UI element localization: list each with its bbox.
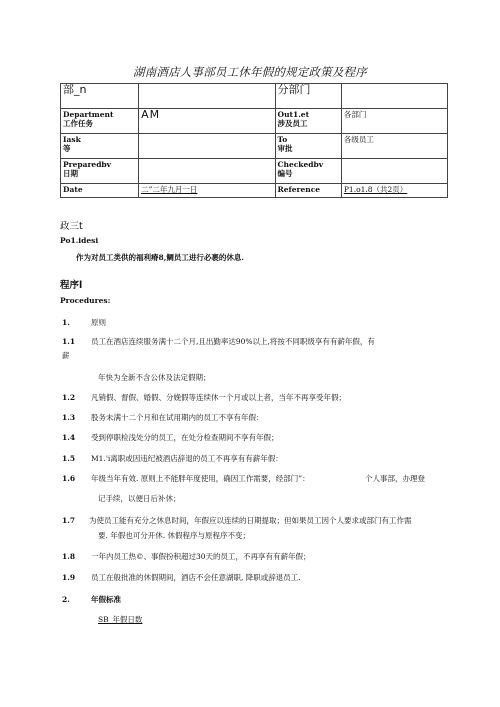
prepared-label-cn: 日期 — [63, 169, 78, 178]
policy-heading-en: Po1.idesi — [60, 236, 99, 245]
header-cell — [139, 159, 275, 184]
item-continuation: 年快为全新不含公休及法定假期； — [98, 373, 211, 382]
item-number: 1.1 — [62, 337, 76, 346]
department-code: 部_n — [63, 83, 87, 96]
department-label-cn: 工作任务 — [63, 119, 93, 128]
item-number: 2. — [62, 595, 70, 604]
header-cell — [341, 159, 447, 184]
item-continuation: 要. 年假也可分开休. 休假程序与原程序不变； — [98, 531, 251, 540]
header-cell — [139, 184, 275, 198]
header-cell — [61, 109, 139, 134]
header-cell — [61, 84, 139, 109]
outlet-label-cn: 涉及员工 — [277, 119, 308, 128]
policy-heading: 政三t — [60, 221, 83, 232]
header-cell — [275, 134, 341, 159]
header-cell — [61, 134, 139, 159]
item-text: 年级当年有效. 原则上不能胖年度使用，确因工作需要，经部门”： — [91, 474, 310, 483]
item-number: 1.2 — [62, 393, 76, 402]
item-text: 员工在酒店连续服务满十二个月,且出勤率达90%以上,将按不同职级享有有薪年假，有 — [91, 337, 375, 346]
item-text: 股务未满十二个月和在试用期内的员工不享有年假： — [91, 413, 264, 422]
sub-item: SB_年假日数 — [98, 615, 143, 624]
page-title: 湖南酒店人事部员工休年假的规定政策及程序 — [133, 65, 367, 79]
header-row — [61, 84, 448, 109]
item-number: 1.5 — [62, 454, 76, 463]
reference-value: P1.o1.8（共2页） — [343, 185, 408, 194]
task-label-en: Iask — [63, 135, 81, 144]
header-cell — [61, 184, 139, 198]
header-row — [61, 159, 448, 184]
policy-text: 作为对员工类供的福利瘠8,鲷员工进行必裹的休息. — [76, 253, 244, 262]
checked-label-en: Checkedbv — [277, 160, 324, 169]
item-number: 1.7 — [62, 516, 76, 525]
date-value: 二”二年九月一日 — [141, 185, 198, 194]
header-row — [61, 134, 448, 159]
item-text: 员工在般批准的休假期间，酒店不会任意湖职, 降职或辞退员工. — [91, 573, 301, 582]
item-text: 原则 — [91, 318, 106, 327]
procedure-heading: 程序l — [60, 280, 83, 291]
item-text: 凡销假、督假、婚假、分娩假等连续休一个月或以上者，当年不再享受年假； — [91, 393, 346, 402]
item-number: 1.6 — [62, 474, 76, 483]
header-cell — [275, 84, 341, 109]
item-text: 年假标准 — [91, 595, 121, 604]
header-table — [60, 83, 448, 198]
checked-label-cn: 编号 — [277, 169, 293, 178]
item-text: 为使员工能有充分之休息时间，年假应以连续的日期提取；但如果员工因个人要求或部门有工作需 — [89, 516, 412, 525]
header-cell — [139, 134, 275, 159]
header-cell — [275, 159, 341, 184]
department-label-en: Department — [63, 110, 114, 119]
item-number: 1.4 — [62, 433, 76, 442]
item-number: 1. — [62, 318, 70, 327]
prepared-label-en: Preparedbv — [63, 160, 112, 169]
item-number: 1.8 — [62, 552, 76, 561]
item-number: 1.9 — [62, 573, 76, 582]
department-value: AM — [141, 108, 161, 121]
item-text: 个人事部，办理登 — [365, 474, 425, 483]
to-label-en: To — [277, 135, 288, 144]
header-cell — [61, 159, 139, 184]
reference-label: Reference — [277, 185, 321, 194]
item-number: 1.3 — [62, 413, 76, 422]
to-label-cn: 审批 — [277, 144, 293, 153]
header-cell — [341, 134, 447, 159]
header-row — [61, 109, 448, 134]
outlet-value: 各部门 — [343, 110, 367, 119]
header-row — [61, 184, 448, 198]
header-cell — [139, 109, 275, 134]
item-text: 受到停职检浅处分的员工，在处分检查期间不享有年假； — [91, 433, 279, 442]
header-cell — [341, 109, 447, 134]
item-continuation: 薪 — [62, 351, 70, 360]
procedure-heading-en: Procedures: — [60, 296, 111, 305]
to-value: 各级员工 — [343, 135, 374, 144]
header-cell — [139, 84, 275, 109]
date-label: Date — [63, 185, 83, 194]
header-cell — [341, 184, 447, 198]
header-cell — [275, 109, 341, 134]
item-text: M1.'i离职或因违纪被酒店辞退的员工不再享有有薪年假： — [91, 454, 283, 463]
task-label-cn: 等 — [63, 144, 71, 153]
item-continuation: 记手续，以便日后补休； — [98, 494, 181, 503]
header-cell — [275, 184, 341, 198]
sub-department-label: 分部门 — [277, 83, 311, 96]
header-cell — [341, 84, 447, 109]
item-text: 一年内员工热©、事假扮积超过30天的员工，不再享有有薪年假； — [91, 552, 311, 561]
outlet-label-en: Out1.et — [277, 110, 310, 119]
